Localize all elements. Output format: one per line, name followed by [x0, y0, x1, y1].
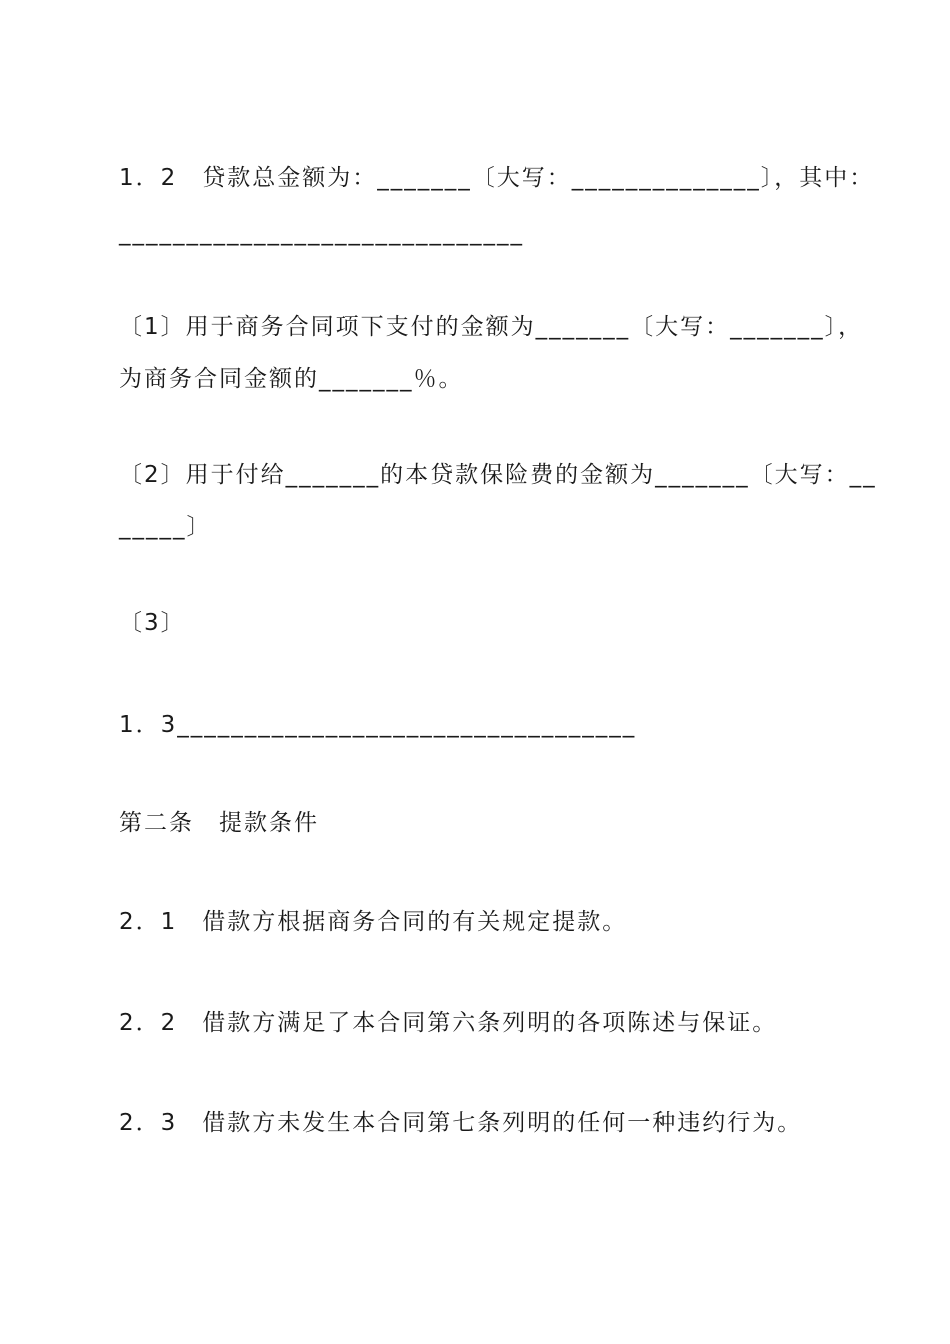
item-3: 〔3〕: [119, 610, 186, 636]
item-1: 〔1〕用于商务合同项下支付的金额为_______〔大写：_______〕，: [119, 314, 864, 340]
item-2: 〔2〕用于付给_______的本贷款保险费的金额为_______〔大写：__: [119, 462, 877, 488]
clause-1-3: 1．3__________________________________: [119, 712, 637, 738]
item-2-continuation: _____〕: [119, 514, 212, 540]
item-1-continuation: 为商务合同金额的_______％。: [119, 366, 464, 392]
clause-1-2-continuation: ______________________________: [119, 220, 524, 246]
clause-2-2: 2．2 借款方满足了本合同第六条列明的各项陈述与保证。: [119, 1010, 778, 1036]
clause-2-3: 2．3 借款方未发生本合同第七条列明的任何一种违约行为。: [119, 1110, 803, 1136]
clause-1-2: 1．2 贷款总金额为：_______〔大写：______________〕，其中：: [119, 165, 875, 191]
article-2-heading: 第二条 提款条件: [119, 810, 319, 836]
clause-2-1: 2．1 借款方根据商务合同的有关规定提款。: [119, 909, 628, 935]
